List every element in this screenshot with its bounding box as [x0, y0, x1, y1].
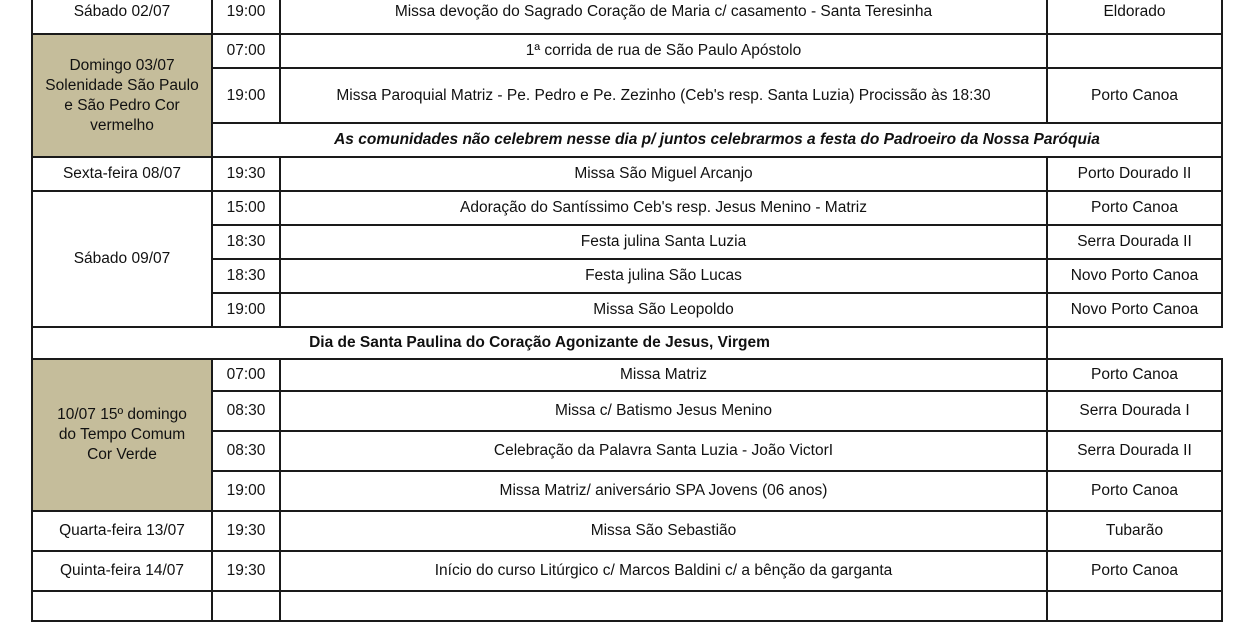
event-cell: Festa julina Santa Luzia — [280, 225, 1047, 259]
place-cell: Tubarão — [1047, 511, 1222, 551]
table-row — [32, 551, 1222, 591]
time-cell: 19:30 — [212, 157, 280, 191]
event-cell: Missa Matriz/ aniversário SPA Jovens (06 anos) — [280, 471, 1047, 511]
event-cell: Adoração do Santíssimo Ceb's resp. Jesus Menino - Matriz — [280, 191, 1047, 225]
schedule-table — [31, 0, 1223, 622]
empty-cell — [212, 591, 280, 621]
place-cell: Porto Canoa — [1047, 471, 1222, 511]
date-cell — [32, 34, 212, 157]
place-cell: Novo Porto Canoa — [1047, 259, 1222, 293]
place-cell: Porto Canoa — [1047, 191, 1222, 225]
place-cell — [1047, 34, 1222, 68]
event-cell: Missa c/ Batismo Jesus Menino — [280, 391, 1047, 431]
place-cell: Porto Canoa — [1047, 551, 1222, 591]
table-row — [32, 327, 1222, 359]
time-cell: 08:30 — [212, 431, 280, 471]
event-cell: Início do curso Litúrgico c/ Marcos Baldini c/ a bênção da garganta — [280, 551, 1047, 591]
date-cell: Sábado 02/07 — [32, 0, 212, 34]
time-cell: 07:00 — [212, 359, 280, 391]
table-row — [32, 157, 1222, 191]
event-cell: Missa São Sebastião — [280, 511, 1047, 551]
table-row — [32, 591, 1222, 621]
table-row — [32, 359, 1222, 391]
place-cell: Porto Dourado II — [1047, 157, 1222, 191]
event-cell: Missa São Leopoldo — [280, 293, 1047, 327]
event-cell: Festa julina São Lucas — [280, 259, 1047, 293]
place-cell: Eldorado — [1047, 0, 1222, 34]
table-row — [32, 0, 1222, 34]
time-cell: 08:30 — [212, 391, 280, 431]
time-cell: 19:30 — [212, 511, 280, 551]
date-cell: Quarta-feira 13/07 — [32, 511, 212, 551]
place-cell: Novo Porto Canoa — [1047, 293, 1222, 327]
event-cell: Missa devoção do Sagrado Coração de Maria c/ casamento - Santa Teresinha — [280, 0, 1047, 34]
table-row — [32, 191, 1222, 225]
empty-cell — [1047, 591, 1222, 621]
notice-cell: As comunidades não celebrem nesse dia p/ juntos celebrarmos a festa do Padroeiro da Nossa Paróquia — [212, 123, 1222, 157]
table-row — [32, 511, 1222, 551]
event-cell: Missa São Miguel Arcanjo — [280, 157, 1047, 191]
event-cell: Missa Matriz — [280, 359, 1047, 391]
place-cell: Porto Canoa — [1047, 68, 1222, 123]
event-cell: 1ª corrida de rua de São Paulo Apóstolo — [280, 34, 1047, 68]
time-cell: 19:00 — [212, 68, 280, 123]
date-cell — [32, 359, 212, 511]
date-cell: Quinta-feira 14/07 — [32, 551, 212, 591]
date-text: Domingo 03/07 Solenidade São Paulo e São Pedro Cor vermelho — [45, 56, 199, 134]
empty-cell — [280, 591, 1047, 621]
date-text: 10/07 15º domingo do Tempo Comum Cor Verde — [57, 406, 187, 463]
place-cell: Serra Dourada II — [1047, 431, 1222, 471]
time-cell: 15:00 — [212, 191, 280, 225]
feast-day-cell: Dia de Santa Paulina do Coração Agonizante de Jesus, Virgem — [32, 327, 1047, 359]
time-cell: 18:30 — [212, 259, 280, 293]
time-cell: 19:00 — [212, 0, 280, 34]
place-cell: Serra Dourada I — [1047, 391, 1222, 431]
time-cell: 19:30 — [212, 551, 280, 591]
time-cell: 07:00 — [212, 34, 280, 68]
time-cell: 19:00 — [212, 293, 280, 327]
table-row — [32, 34, 1222, 68]
event-cell: Celebração da Palavra Santa Luzia - João VictorI — [280, 431, 1047, 471]
time-cell: 18:30 — [212, 225, 280, 259]
time-cell: 19:00 — [212, 471, 280, 511]
date-cell: Sexta-feira 08/07 — [32, 157, 212, 191]
empty-cell — [32, 591, 212, 621]
place-cell: Porto Canoa — [1047, 359, 1222, 391]
date-cell: Sábado 09/07 — [32, 191, 212, 327]
place-cell: Serra Dourada II — [1047, 225, 1222, 259]
event-cell: Missa Paroquial Matriz - Pe. Pedro e Pe. Zezinho (Ceb's resp. Santa Luzia) Procissão às 18:30 — [280, 68, 1047, 123]
